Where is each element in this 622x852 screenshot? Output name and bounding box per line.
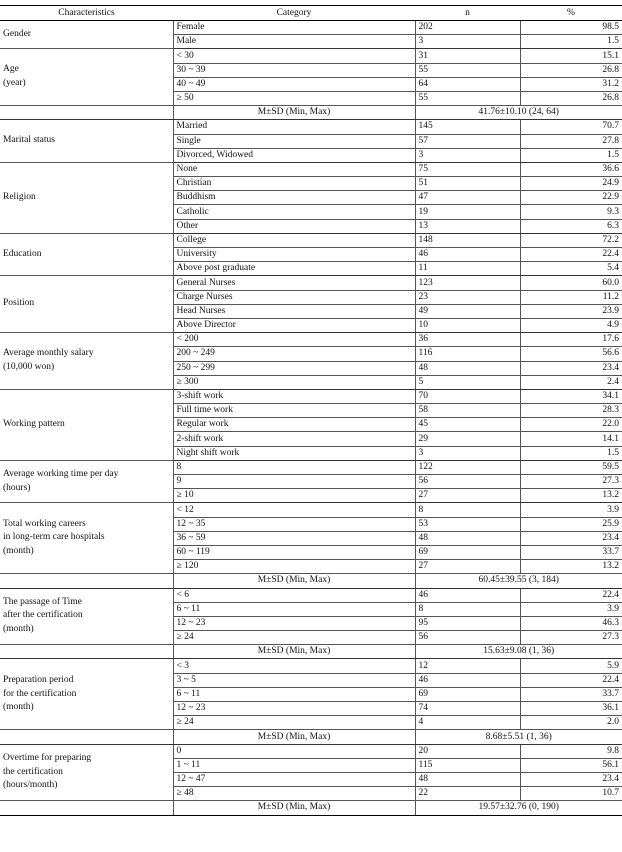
- count-cell: 56: [415, 631, 520, 645]
- count-cell: 27: [415, 560, 520, 574]
- header-percent: %: [520, 6, 622, 21]
- summary-row: [0, 574, 622, 588]
- count-cell: 8: [415, 503, 520, 517]
- summary-value: 41.76±10.10 (24, 64): [415, 106, 622, 120]
- table-row: [0, 389, 622, 403]
- characteristic-label: Preparation period for the certification (month): [0, 659, 173, 730]
- category-cell: ≥ 300: [173, 375, 415, 389]
- characteristic-label: Marital status: [0, 120, 173, 163]
- percent-cell: 11.2: [520, 290, 622, 304]
- percent-cell: 1.5: [520, 148, 622, 162]
- count-cell: 64: [415, 77, 520, 91]
- category-cell: Divorced, Widowed: [173, 148, 415, 162]
- category-cell: 1 ~ 11: [173, 758, 415, 772]
- count-cell: 8: [415, 602, 520, 616]
- percent-cell: 23.4: [520, 361, 622, 375]
- category-cell: Regular work: [173, 418, 415, 432]
- count-cell: 202: [415, 21, 520, 35]
- table-row: [0, 659, 622, 673]
- category-cell: University: [173, 248, 415, 262]
- characteristic-label: The passage of Time after the certification (month): [0, 588, 173, 645]
- count-cell: 22: [415, 787, 520, 801]
- percent-cell: 6.3: [520, 219, 622, 233]
- summary-blank-cell: [0, 645, 173, 659]
- header-n: n: [415, 6, 520, 21]
- table-row: [0, 744, 622, 758]
- percent-cell: 56.1: [520, 758, 622, 772]
- table-row: [0, 49, 622, 63]
- category-cell: 3-shift work: [173, 389, 415, 403]
- characteristics-table: [0, 5, 622, 816]
- category-cell: College: [173, 233, 415, 247]
- count-cell: 10: [415, 318, 520, 332]
- percent-cell: 26.8: [520, 63, 622, 77]
- category-cell: Above post graduate: [173, 262, 415, 276]
- percent-cell: 33.7: [520, 687, 622, 701]
- category-cell: < 3: [173, 659, 415, 673]
- category-cell: 9: [173, 475, 415, 489]
- percent-cell: 3.9: [520, 503, 622, 517]
- count-cell: 5: [415, 375, 520, 389]
- count-cell: 58: [415, 404, 520, 418]
- percent-cell: 59.5: [520, 460, 622, 474]
- table-row: [0, 162, 622, 176]
- count-cell: 53: [415, 517, 520, 531]
- category-cell: 250 ~ 299: [173, 361, 415, 375]
- category-cell: 36 ~ 59: [173, 531, 415, 545]
- characteristic-label: Total working careers in long-term care hospitals (month): [0, 503, 173, 574]
- category-cell: ≥ 120: [173, 560, 415, 574]
- category-cell: Full time work: [173, 404, 415, 418]
- percent-cell: 98.5: [520, 21, 622, 35]
- category-cell: 60 ~ 119: [173, 545, 415, 559]
- percent-cell: 17.6: [520, 333, 622, 347]
- percent-cell: 22.4: [520, 673, 622, 687]
- category-cell: None: [173, 162, 415, 176]
- table-row: [0, 588, 622, 602]
- category-cell: Charge Nurses: [173, 290, 415, 304]
- count-cell: 29: [415, 432, 520, 446]
- percent-cell: 5.4: [520, 262, 622, 276]
- count-cell: 148: [415, 233, 520, 247]
- category-cell: Head Nurses: [173, 304, 415, 318]
- count-cell: 123: [415, 276, 520, 290]
- count-cell: 47: [415, 191, 520, 205]
- percent-cell: 22.0: [520, 418, 622, 432]
- characteristic-label: Average working time per day (hours): [0, 460, 173, 503]
- category-cell: General Nurses: [173, 276, 415, 290]
- table-row: [0, 233, 622, 247]
- percent-cell: 27.3: [520, 631, 622, 645]
- category-cell: ≥ 24: [173, 716, 415, 730]
- category-cell: ≥ 24: [173, 631, 415, 645]
- table-row: [0, 276, 622, 290]
- category-cell: 2-shift work: [173, 432, 415, 446]
- count-cell: 20: [415, 744, 520, 758]
- percent-cell: 5.9: [520, 659, 622, 673]
- percent-cell: 26.8: [520, 91, 622, 105]
- summary-row: [0, 645, 622, 659]
- percent-cell: 70.7: [520, 120, 622, 134]
- header-row: [0, 6, 622, 21]
- summary-value: 15.63±9.08 (1, 36): [415, 645, 622, 659]
- category-cell: 12 ~ 35: [173, 517, 415, 531]
- count-cell: 70: [415, 389, 520, 403]
- characteristics-table-container: [0, 5, 622, 816]
- summary-label: M±SD (Min, Max): [173, 801, 415, 815]
- percent-cell: 28.3: [520, 404, 622, 418]
- percent-cell: 15.1: [520, 49, 622, 63]
- category-cell: Buddhism: [173, 191, 415, 205]
- percent-cell: 9.3: [520, 205, 622, 219]
- summary-blank-cell: [0, 730, 173, 744]
- category-cell: ≥ 50: [173, 91, 415, 105]
- category-cell: Christian: [173, 177, 415, 191]
- count-cell: 74: [415, 702, 520, 716]
- category-cell: ≥ 10: [173, 489, 415, 503]
- characteristic-label: Position: [0, 276, 173, 333]
- characteristic-label: Religion: [0, 162, 173, 233]
- table-row: [0, 21, 622, 35]
- percent-cell: 3.9: [520, 602, 622, 616]
- category-cell: 30 ~ 39: [173, 63, 415, 77]
- summary-blank-cell: [0, 801, 173, 815]
- category-cell: < 12: [173, 503, 415, 517]
- count-cell: 27: [415, 489, 520, 503]
- count-cell: 46: [415, 673, 520, 687]
- category-cell: < 6: [173, 588, 415, 602]
- count-cell: 48: [415, 361, 520, 375]
- percent-cell: 33.7: [520, 545, 622, 559]
- count-cell: 4: [415, 716, 520, 730]
- percent-cell: 23.4: [520, 772, 622, 786]
- count-cell: 48: [415, 531, 520, 545]
- percent-cell: 60.0: [520, 276, 622, 290]
- category-cell: 12 ~ 23: [173, 702, 415, 716]
- count-cell: 31: [415, 49, 520, 63]
- percent-cell: 46.3: [520, 616, 622, 630]
- percent-cell: 25.9: [520, 517, 622, 531]
- count-cell: 46: [415, 588, 520, 602]
- count-cell: 145: [415, 120, 520, 134]
- summary-row: [0, 730, 622, 744]
- count-cell: 3: [415, 148, 520, 162]
- count-cell: 122: [415, 460, 520, 474]
- count-cell: 3: [415, 446, 520, 460]
- summary-label: M±SD (Min, Max): [173, 574, 415, 588]
- percent-cell: 22.9: [520, 191, 622, 205]
- count-cell: 45: [415, 418, 520, 432]
- count-cell: 75: [415, 162, 520, 176]
- characteristic-label: Education: [0, 233, 173, 276]
- category-cell: Other: [173, 219, 415, 233]
- header-characteristics: Characteristics: [0, 6, 173, 21]
- category-cell: Female: [173, 21, 415, 35]
- table-row: [0, 333, 622, 347]
- category-cell: < 30: [173, 49, 415, 63]
- percent-cell: 72.2: [520, 233, 622, 247]
- category-cell: 12 ~ 47: [173, 772, 415, 786]
- summary-label: M±SD (Min, Max): [173, 730, 415, 744]
- category-cell: 0: [173, 744, 415, 758]
- characteristic-label: Gender: [0, 21, 173, 49]
- summary-row: [0, 801, 622, 815]
- count-cell: 3: [415, 35, 520, 49]
- category-cell: 6 ~ 11: [173, 602, 415, 616]
- summary-label: M±SD (Min, Max): [173, 645, 415, 659]
- percent-cell: 2.0: [520, 716, 622, 730]
- count-cell: 11: [415, 262, 520, 276]
- summary-blank-cell: [0, 574, 173, 588]
- count-cell: 13: [415, 219, 520, 233]
- percent-cell: 9.8: [520, 744, 622, 758]
- summary-row: [0, 106, 622, 120]
- category-cell: ≥ 48: [173, 787, 415, 801]
- percent-cell: 27.3: [520, 475, 622, 489]
- category-cell: Male: [173, 35, 415, 49]
- percent-cell: 22.4: [520, 248, 622, 262]
- percent-cell: 13.2: [520, 560, 622, 574]
- table-row: [0, 120, 622, 134]
- count-cell: 116: [415, 347, 520, 361]
- count-cell: 23: [415, 290, 520, 304]
- table-body: [0, 21, 622, 816]
- count-cell: 115: [415, 758, 520, 772]
- percent-cell: 36.6: [520, 162, 622, 176]
- summary-label: M±SD (Min, Max): [173, 106, 415, 120]
- category-cell: 8: [173, 460, 415, 474]
- percent-cell: 4.9: [520, 318, 622, 332]
- summary-value: 60.45±39.55 (3, 184): [415, 574, 622, 588]
- count-cell: 95: [415, 616, 520, 630]
- percent-cell: 34.1: [520, 389, 622, 403]
- count-cell: 57: [415, 134, 520, 148]
- category-cell: Married: [173, 120, 415, 134]
- percent-cell: 22.4: [520, 588, 622, 602]
- percent-cell: 1.5: [520, 35, 622, 49]
- category-cell: 40 ~ 49: [173, 77, 415, 91]
- characteristic-label: Overtime for preparing the certification (hours/month): [0, 744, 173, 801]
- category-cell: Catholic: [173, 205, 415, 219]
- percent-cell: 27.8: [520, 134, 622, 148]
- category-cell: 200 ~ 249: [173, 347, 415, 361]
- percent-cell: 1.5: [520, 446, 622, 460]
- percent-cell: 24.9: [520, 177, 622, 191]
- count-cell: 48: [415, 772, 520, 786]
- count-cell: 12: [415, 659, 520, 673]
- count-cell: 56: [415, 475, 520, 489]
- characteristic-label: Average monthly salary (10,000 won): [0, 333, 173, 390]
- characteristic-label: Working pattern: [0, 389, 173, 460]
- percent-cell: 56.6: [520, 347, 622, 361]
- count-cell: 49: [415, 304, 520, 318]
- summary-value: 8.68±5.51 (1, 36): [415, 730, 622, 744]
- count-cell: 69: [415, 545, 520, 559]
- count-cell: 19: [415, 205, 520, 219]
- category-cell: Night shift work: [173, 446, 415, 460]
- characteristic-label: Age (year): [0, 49, 173, 106]
- category-cell: 12 ~ 23: [173, 616, 415, 630]
- percent-cell: 36.1: [520, 702, 622, 716]
- table-row: [0, 503, 622, 517]
- percent-cell: 31.2: [520, 77, 622, 91]
- table-row: [0, 460, 622, 474]
- percent-cell: 23.9: [520, 304, 622, 318]
- header-category: Category: [173, 6, 415, 21]
- percent-cell: 10.7: [520, 787, 622, 801]
- percent-cell: 23.4: [520, 531, 622, 545]
- percent-cell: 2.4: [520, 375, 622, 389]
- category-cell: 3 ~ 5: [173, 673, 415, 687]
- count-cell: 55: [415, 63, 520, 77]
- count-cell: 55: [415, 91, 520, 105]
- count-cell: 36: [415, 333, 520, 347]
- category-cell: Single: [173, 134, 415, 148]
- category-cell: 6 ~ 11: [173, 687, 415, 701]
- category-cell: Above Director: [173, 318, 415, 332]
- summary-blank-cell: [0, 106, 173, 120]
- summary-value: 19.57±32.76 (0, 190): [415, 801, 622, 815]
- count-cell: 51: [415, 177, 520, 191]
- category-cell: < 200: [173, 333, 415, 347]
- percent-cell: 13.2: [520, 489, 622, 503]
- count-cell: 46: [415, 248, 520, 262]
- percent-cell: 14.1: [520, 432, 622, 446]
- count-cell: 69: [415, 687, 520, 701]
